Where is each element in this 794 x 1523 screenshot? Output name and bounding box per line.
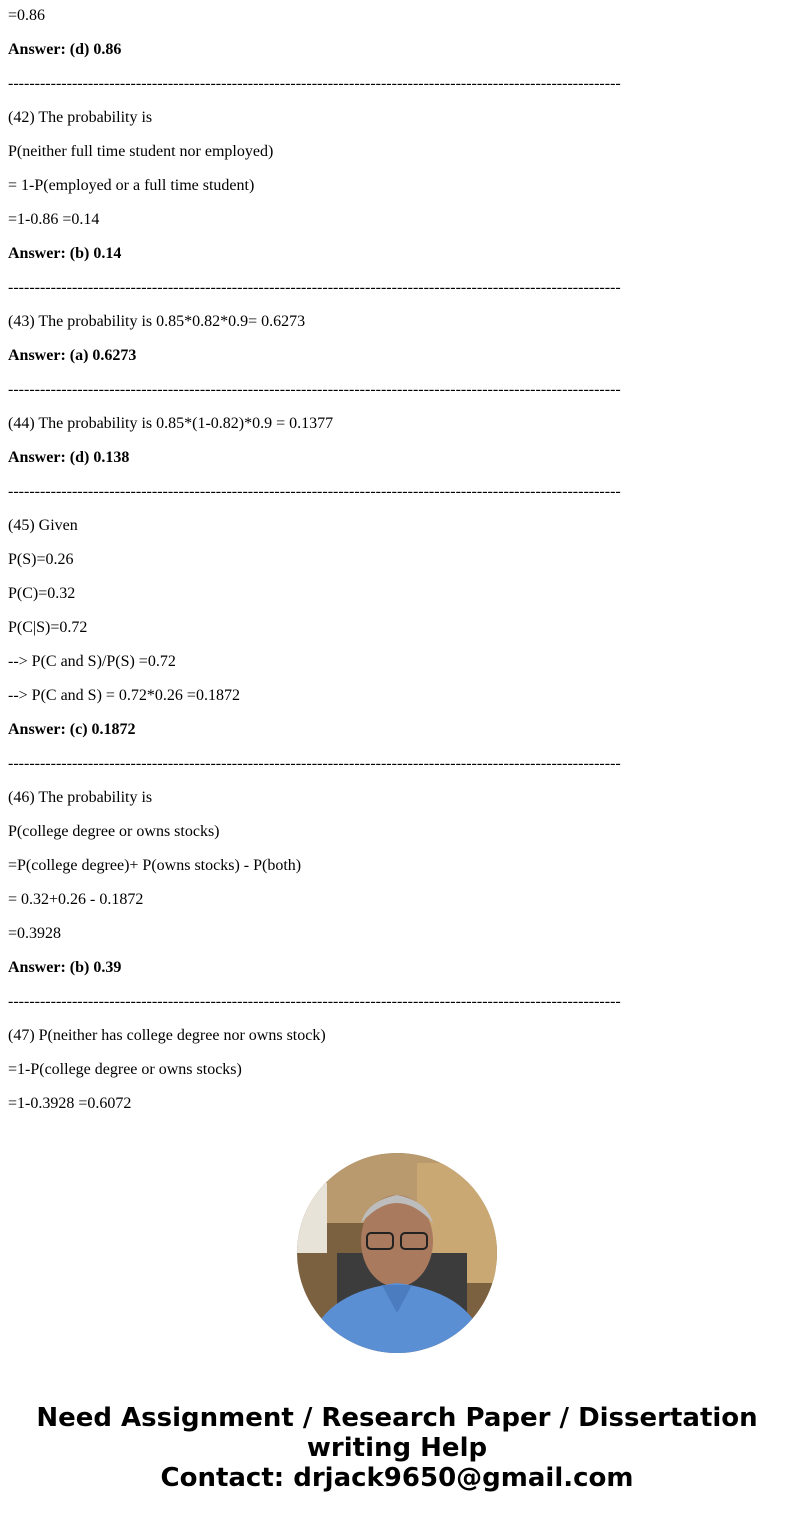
footer-line-3: Contact: drjack9650@gmail.com <box>160 1463 634 1493</box>
author-avatar <box>297 1153 497 1353</box>
solution-line: P(neither full time student nor employed) <box>8 143 274 160</box>
solution-line: P(C)=0.32 <box>8 585 76 602</box>
separator-line: ------------------------------------------------------------------------------------------------------------------- <box>8 279 621 296</box>
contact-footer <box>0 1403 794 1493</box>
answer-line: Answer: (d) 0.86 <box>8 41 122 58</box>
solution-line: = 1-P(employed or a full time student) <box>8 177 255 194</box>
separator-line: ------------------------------------------------------------------------------------------------------------------- <box>8 381 621 398</box>
solution-content <box>8 0 778 1122</box>
solution-line: P(college degree or owns stocks) <box>8 823 220 840</box>
solution-line: =1-0.86 =0.14 <box>8 211 100 228</box>
solution-line: P(C|S)=0.72 <box>8 619 88 636</box>
solution-line: (47) P(neither has college degree nor owns stock) <box>8 1027 326 1044</box>
solution-line: P(S)=0.26 <box>8 551 74 568</box>
answer-line: Answer: (a) 0.6273 <box>8 347 137 364</box>
avatar-photo <box>297 1153 497 1353</box>
answer-line: Answer: (d) 0.138 <box>8 449 130 466</box>
separator-line: ------------------------------------------------------------------------------------------------------------------- <box>8 755 621 772</box>
footer-line-1: Need Assignment / Research Paper / Dissertation <box>36 1403 758 1433</box>
separator-line: ------------------------------------------------------------------------------------------------------------------- <box>8 993 621 1010</box>
answer-line: Answer: (c) 0.1872 <box>8 721 136 738</box>
solution-line: (44) The probability is 0.85*(1-0.82)*0.9 = 0.1377 <box>8 415 334 432</box>
answer-line: Answer: (b) 0.14 <box>8 245 122 262</box>
solution-line: =1-P(college degree or owns stocks) <box>8 1061 242 1078</box>
solution-line: =0.3928 <box>8 925 62 942</box>
solution-line: (45) Given <box>8 517 78 534</box>
separator-line: ------------------------------------------------------------------------------------------------------------------- <box>8 75 621 92</box>
answer-line: Answer: (b) 0.39 <box>8 959 122 976</box>
solution-line: =0.86 <box>8 7 46 24</box>
footer-line-2: writing Help <box>306 1433 488 1463</box>
solution-line: (42) The probability is <box>8 109 153 126</box>
solution-line: --> P(C and S) = 0.72*0.26 =0.1872 <box>8 687 240 704</box>
solution-line: (46) The probability is <box>8 789 153 806</box>
solution-line: =1-0.3928 =0.6072 <box>8 1095 132 1112</box>
separator-line: ------------------------------------------------------------------------------------------------------------------- <box>8 483 621 500</box>
solution-line: --> P(C and S)/P(S) =0.72 <box>8 653 176 670</box>
solution-line: =P(college degree)+ P(owns stocks) - P(both) <box>8 857 302 874</box>
solution-line: = 0.32+0.26 - 0.1872 <box>8 891 144 908</box>
solution-line: (43) The probability is 0.85*0.82*0.9= 0.6273 <box>8 313 306 330</box>
